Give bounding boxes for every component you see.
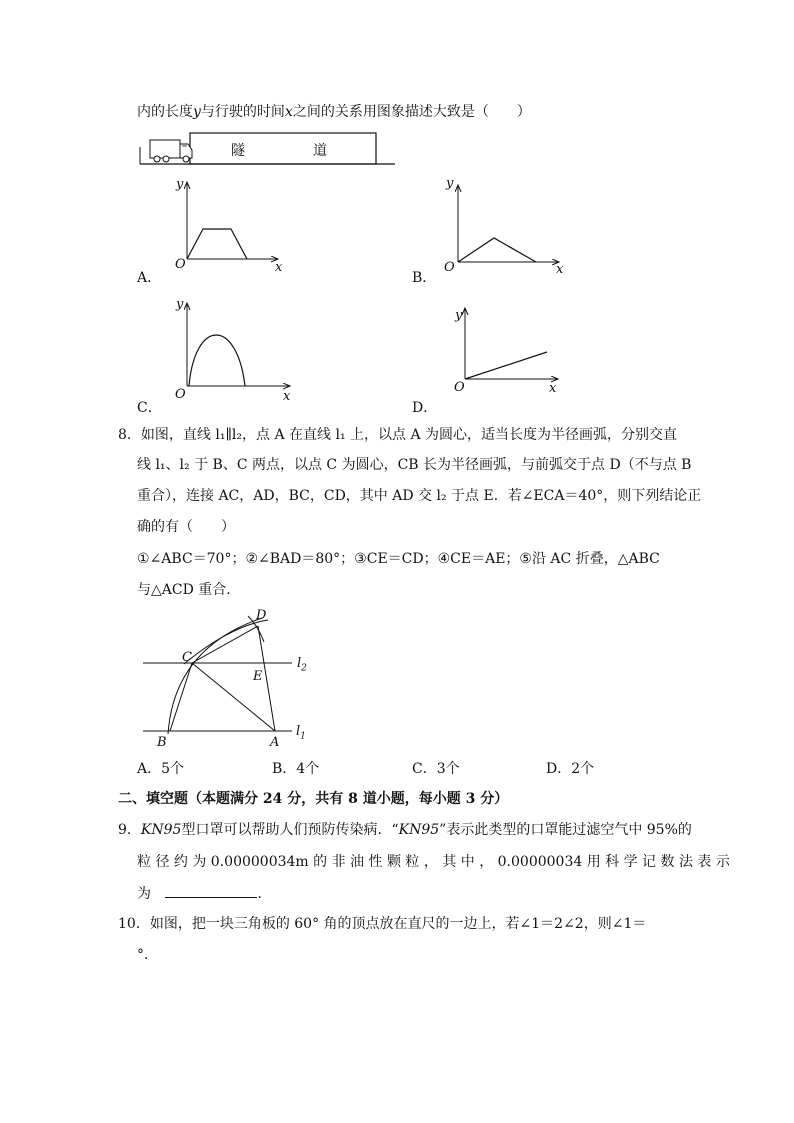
q7-stem: 内的长度y与行驶的时间x之间的关系用图象描述大致是（ ） — [137, 104, 531, 120]
graph-c-label: C． — [137, 400, 162, 416]
q9-line3: 为 ． — [137, 883, 271, 904]
graph-d-x-label: x — [549, 381, 557, 396]
truck-icon — [150, 140, 192, 162]
q8-figure — [140, 608, 310, 748]
q9-line2: 粒 径 约 为 0.00000034m 的 非 油 性 颗 粒 ， 其 中 ， 0.00000034 用 科 学 记 数 法 表 示 — [137, 854, 730, 870]
q8-line2: 线 l₁、l₂ 于 B、C 两点，以点 C 为圆心，CB 长为半径画弧，与前弧交于点 D（不与点 B — [137, 457, 692, 473]
q9-line1: 9．KN95型口罩可以帮助人们预防传染病．“KN95”表示此类型的口罩能过滤空气中 95%的 — [118, 822, 692, 838]
q10-line2: °． — [137, 947, 158, 963]
q8-choice-c[interactable]: C．3个 — [412, 761, 460, 777]
q8-choice-d[interactable]: D．2个 — [546, 761, 595, 777]
q8-line-l1: $l_1$ — [296, 724, 306, 742]
q8-line3: 重合），连接 AC，AD，BC，CD，其中 AD 交 l₂ 于点 E．若∠ECA＝40°，则下列结论正 — [137, 488, 702, 504]
graph-b-label: B． — [412, 270, 437, 286]
graph-a-label: A． — [137, 270, 162, 286]
q8-point-d: D — [256, 608, 267, 623]
q8-line6: 与△ACD 重合． — [137, 582, 241, 598]
q8-choice-a[interactable]: A．5个 — [137, 761, 185, 777]
tunnel-figure — [140, 132, 400, 168]
q8-point-c: C — [182, 650, 192, 665]
q9-answer-blank[interactable] — [165, 883, 257, 898]
q8-choice-b[interactable]: B．4个 — [272, 761, 320, 777]
q8-point-b: B — [157, 735, 167, 750]
tunnel-label-1: 隧 — [231, 143, 245, 159]
graph-b-origin: O — [444, 260, 455, 275]
q8-point-a: A — [270, 735, 280, 750]
graph-b-x-label: x — [556, 262, 564, 277]
graph-a-x-label: x — [275, 260, 283, 275]
q8-line1: 8．如图，直线 l₁∥l₂，点 A 在直线 l₁ 上，以点 A 为圆心，适当长度为半径画弧，分别交直 — [118, 427, 678, 443]
graph-d-y-label: y — [455, 308, 463, 323]
graph-a-y-label: y — [176, 177, 184, 192]
var-x: x — [284, 104, 293, 120]
section-heading: 二、填空题（本题满分 24 分，共有 8 道小题，每小题 3 分） — [118, 791, 509, 807]
graph-a-origin: O — [175, 257, 186, 272]
graph-d-label: D． — [412, 400, 438, 416]
graph-c — [165, 298, 300, 398]
graph-b-y-label: y — [446, 176, 454, 191]
var-y: y — [193, 104, 201, 120]
graph-d-origin: O — [454, 380, 465, 395]
graph-c-origin: O — [175, 387, 186, 402]
graph-c-y-label: y — [176, 297, 184, 312]
q10-line1: 10．如图，把一块三角板的 60° 角的顶点放在直尺的一边上，若∠1＝2∠2，则∠1＝ — [118, 916, 647, 932]
graph-c-x-label: x — [283, 389, 291, 404]
q8-line4: 确的有（ ） — [137, 519, 235, 535]
graph-b — [440, 180, 570, 280]
tunnel-label-2: 道 — [313, 143, 327, 159]
q8-line-l2: $l_2$ — [297, 656, 307, 674]
q8-line5: ①∠ABC＝70°；②∠BAD＝80°；③CE＝CD；④CE＝AE；⑤沿 AC 折叠，△ABC — [137, 551, 660, 567]
q8-point-e: E — [253, 669, 263, 684]
